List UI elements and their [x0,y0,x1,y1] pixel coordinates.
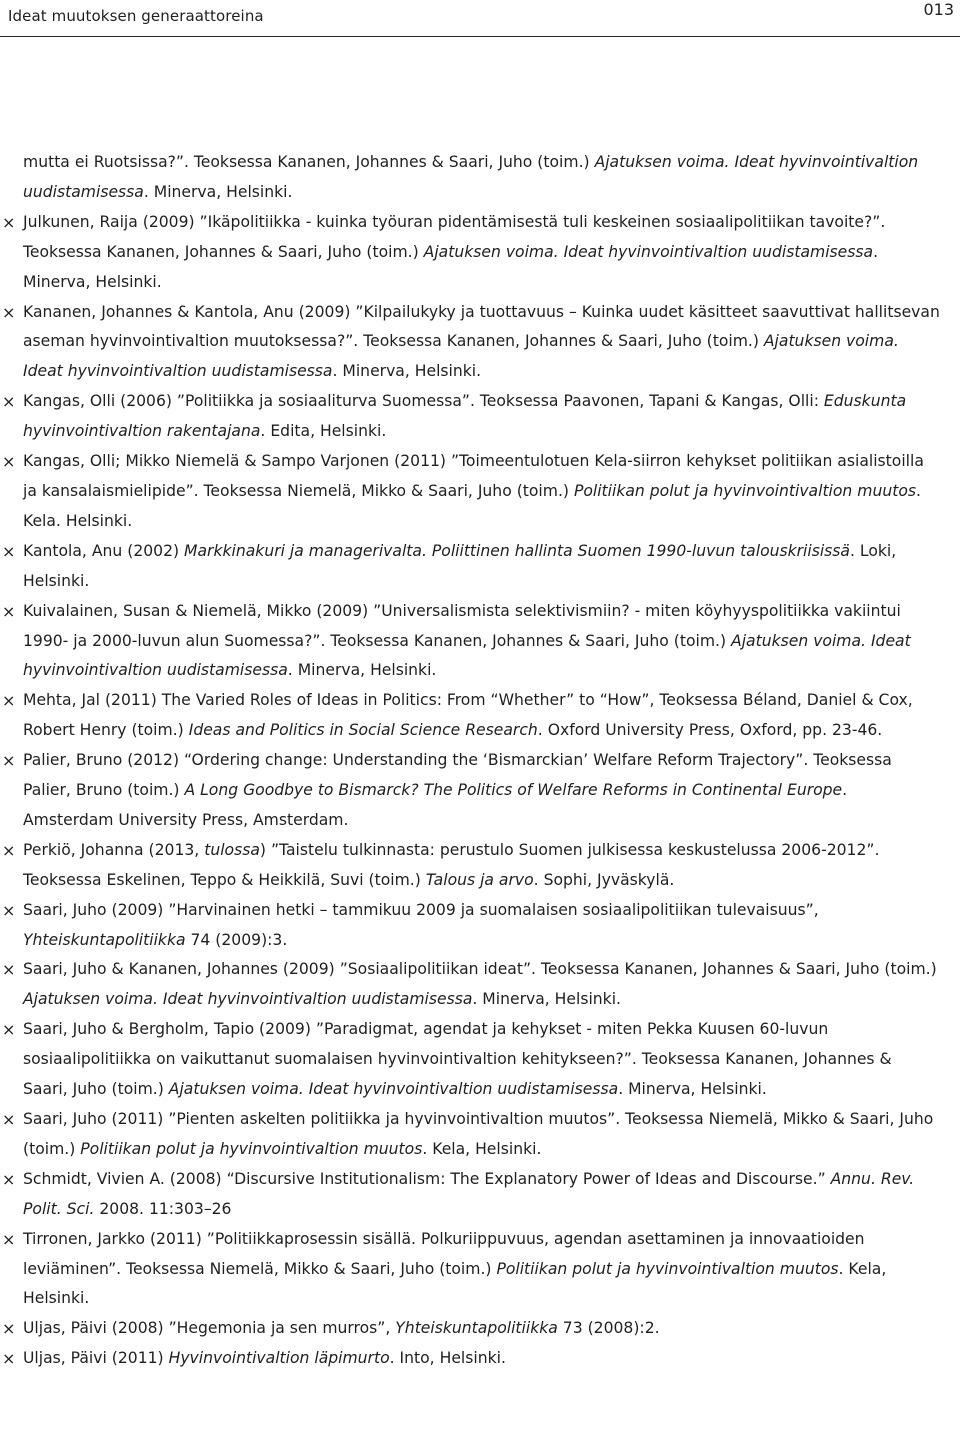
reference-text [23,1165,940,1225]
reference-italic-title: Ajatuksen voima. Ideat hyvinvointivaltion uudistamisessa [23,153,919,201]
reference-text-part: Tirronen, Jarkko (2011) ”Politiikkaprosessin sisällä. Polkuriippuvuus, agendan asettaminen ja innovaatioiden leviäminen”. Teoksessa Niemelä, Mikko & Saari, Juho (toim.) [23,1229,865,1278]
reference-text-part: Kananen, Johannes & Kantola, Anu (2009) ”Kilpailukyky ja tuottavuus – Kuinka uudet käsitteet saavuttivat hallitsevan aseman hyvinvointivaltion muutoksessa?”. Teoksessa Kananen, Johannes & Saari, Juho (toim.) [23,302,940,351]
reference-text-part: 74 (2009):3. [185,930,288,949]
reference-text-part: Uljas, Päivi (2011) [23,1349,169,1368]
reference-text-part: Kantola, Anu (2002) [23,541,185,560]
reference-text-part: . Minerva, Helsinki. [472,990,621,1009]
running-title: Ideat muutoksen generaattoreina [8,7,264,25]
reference-italic-title: Politiikan polut ja hyvinvointivaltion muutos [496,1259,839,1278]
reference-text-part: ) ”Taistelu tulkinnasta: perustulo Suomen julkisessa keskustelussa 2006-2012”. Teoksessa Eskelinen, Teppo & Heikkilä, Suvi (toim.) [23,840,880,889]
cross-bullet-icon: × [2,960,16,980]
reference-entry [0,597,960,687]
cross-bullet-icon: × [2,751,16,771]
reference-text-part: . Minerva, Helsinki. [23,242,879,291]
reference-text [23,298,940,388]
reference-text [23,1314,940,1344]
reference-text [23,1225,940,1315]
reference-text-part: Uljas, Päivi (2008) ”Hegemonia ja sen murros”, [23,1319,396,1338]
reference-italic-title: Ajatuksen voima. Ideat hyvinvointivaltion uudistamisessa [168,1080,619,1099]
reference-entry [0,537,960,597]
reference-text-part: Mehta, Jal (2011) The Varied Roles of Ideas in Politics: From “Whether” to “How”, Teoksessa Béland, Daniel & Cox, Robert Henry (toim.) [23,691,913,740]
reference-text [23,208,940,298]
reference-entry [0,1314,960,1344]
reference-entry [0,1015,960,1105]
reference-text-part: . Edita, Helsinki. [260,422,387,441]
reference-italic-title: Talous ja arvo [425,870,534,889]
reference-entry [0,1344,960,1374]
reference-text-part: mutta ei Ruotsissa?”. Teoksessa Kananen, Johannes & Saari, Juho (toim.) [23,153,595,171]
reference-text-part: . Minerva, Helsinki. [287,661,437,680]
reference-text-part: 2008. 11:303–26 [94,1199,232,1218]
reference-italic-title: Yhteiskuntapolitiikka [23,930,186,949]
reference-text-part: Kangas, Olli; Mikko Niemelä & Sampo Varjonen (2011) ”Toimeentulotuen Kela-siirron kehykset politiikan asialistoilla ja kansalaismielipide”. Teoksessa Niemelä, Mikko & Saari, Juho (toim.) [23,452,924,500]
reference-text [23,537,940,597]
reference-entry [0,447,960,537]
reference-text-part: Saari, Juho (2011) ”Pienten askelten politiikka ja hyvinvointivaltion muutos”. Teoksessa Niemelä, Mikko & Saari, Juho (toim.) [23,1110,934,1158]
reference-text [23,896,940,956]
reference-text-part: . Kela. Helsinki. [23,481,921,530]
cross-bullet-icon: × [2,1020,16,1040]
reference-text-part: . Kela, Helsinki. [422,1139,542,1158]
reference-italic-title: Ideas and Politics in Social Science Research [188,721,538,740]
reference-text [23,955,940,1015]
cross-bullet-icon: × [2,302,16,322]
cross-bullet-icon: × [2,1349,16,1369]
reference-entry [0,387,960,447]
reference-entry [0,686,960,746]
reference-text-part: Palier, Bruno (2012) “Ordering change: Understanding the ‘Bismarckian’ Welfare Reform Trajectory”. Teoksessa Palier, Bruno (toim.) [23,751,892,800]
cross-bullet-icon: × [2,212,16,232]
reference-italic-title: Ajatuksen voima. Ideat hyvinvointivaltion uudistamisessa [23,332,899,381]
reference-text-part: Saari, Juho & Bergholm, Tapio (2009) ”Paradigmat, agendat ja kehykset - miten Pekka Kuusen 60-luvun sosiaalipolitiikka on vaikuttanut suomalaisen hyvinvointivaltion kehitykseen?”. Teoksessa Kananen, Johannes & Saari, Juho (toim.) [23,1020,892,1099]
reference-text-part: . Sophi, Jyväskylä. [533,870,675,889]
reference-text [23,447,940,537]
reference-italic-title: Yhteiskuntapolitiikka [395,1319,558,1338]
reference-list [0,148,960,1374]
reference-italic-title: Ajatuksen voima. Ideat hyvinvointivaltion uudistamisessa [423,242,874,261]
reference-text-part: Saari, Juho & Kananen, Johannes (2009) ”Sosiaalipolitiikan ideat”. Teoksessa Kananen, Johannes & Saari, Juho (toim.) [23,960,937,979]
reference-text-part: Julkunen, Raija (2009) ”Ikäpolitiikka - kuinka työuran pidentämisestä tuli keskeinen sosiaalipolitiikan tavoite?”. Teoksessa Kananen, Johannes & Saari, Juho (toim.) [23,212,886,261]
reference-entry [0,955,960,1015]
reference-italic-title: Politiikan polut ja hyvinvointivaltion muutos [573,481,917,500]
reference-text-part: . Kela, Helsinki. [23,1259,887,1308]
reference-entry [0,896,960,956]
reference-italic-title: Politiikan polut ja hyvinvointivaltion muutos [80,1139,423,1158]
cross-bullet-icon: × [2,392,16,412]
cross-bullet-icon: × [2,691,16,711]
reference-italic-title: tulossa [204,840,260,859]
reference-italic-title: Eduskunta hyvinvointivaltion rakentajana [23,392,907,441]
reference-text-part: . Minerva, Helsinki. [332,362,482,381]
cross-bullet-icon: × [2,601,16,621]
reference-text-part: . Oxford University Press, Oxford, pp. 23-46. [537,721,883,740]
reference-text [23,387,940,447]
reference-italic-title: Ajatuksen voima. Ideat hyvinvointivaltion uudistamisessa [23,631,911,680]
reference-entry [0,836,960,896]
reference-text-part: Perkiö, Johanna (2013, [23,840,205,859]
reference-text-part: . Loki, Helsinki. [23,541,897,590]
reference-entry [0,298,960,388]
reference-text-part: Kangas, Olli (2006) ”Politiikka ja sosiaaliturva Suomessa”. Teoksessa Paavonen, Tapani & Kangas, Olli: [23,392,824,411]
reference-text-part: 73 (2008):2. [557,1319,660,1338]
reference-italic-title: Ajatuksen voima. Ideat hyvinvointivaltion uudistamisessa [23,990,473,1009]
reference-text-part: . Minerva, Helsinki. [618,1080,767,1099]
reference-italic-title: Markkinakuri ja managerivalta. Poliittinen hallinta Suomen 1990-luvun talouskriisissä [184,541,850,560]
cross-bullet-icon: × [2,840,16,860]
reference-text [23,686,940,746]
reference-text-part: Kuivalainen, Susan & Niemelä, Mikko (2009) ”Universalismista selektivismiin? - miten köyhyyspolitiikka vakiintui 1990- ja 2000-luvun alun Suomessa?”. Teoksessa Kananen, Johannes & Saari, Juho (toim.) [23,601,901,650]
reference-italic-title: A Long Goodbye to Bismarck? The Politics of Welfare Reforms in Continental Europe [184,781,843,800]
cross-bullet-icon: × [2,452,16,472]
reference-text-part: . Minerva, Helsinki. [143,182,293,201]
reference-text [23,836,940,896]
reference-text [23,746,940,836]
reference-entry [0,148,960,208]
reference-text [23,148,940,208]
reference-text-part: . Amsterdam University Press, Amsterdam. [23,781,848,829]
cross-bullet-icon: × [2,1319,16,1339]
cross-bullet-icon: × [2,1229,16,1249]
cross-bullet-icon: × [2,1169,16,1189]
reference-text [23,1105,940,1165]
reference-text-part: Schmidt, Vivien A. (2008) “Discursive Institutionalism: The Explanatory Power of Ideas and Discourse.” [23,1169,831,1188]
cross-bullet-icon: × [2,541,16,561]
reference-italic-title: Annu. Rev. Polit. Sci. [23,1169,915,1218]
page-number: 013 [923,0,954,19]
reference-text-part: Saari, Juho (2009) ”Harvinainen hetki – tammikuu 2009 ja suomalaisen sosiaalipolitiikan tulevaisuus”, [23,900,819,919]
reference-entry [0,1165,960,1225]
reference-entry [0,208,960,298]
reference-text [23,597,940,687]
reference-text [23,1344,940,1374]
reference-entry [0,1105,960,1165]
reference-entry [0,746,960,836]
cross-bullet-icon: × [2,1110,16,1129]
page-header [0,0,960,37]
reference-text-part: . Into, Helsinki. [389,1349,506,1368]
reference-text [23,1015,940,1105]
reference-entry [0,1225,960,1315]
reference-italic-title: Hyvinvointivaltion läpimurto [168,1349,390,1368]
cross-bullet-icon: × [2,900,16,920]
